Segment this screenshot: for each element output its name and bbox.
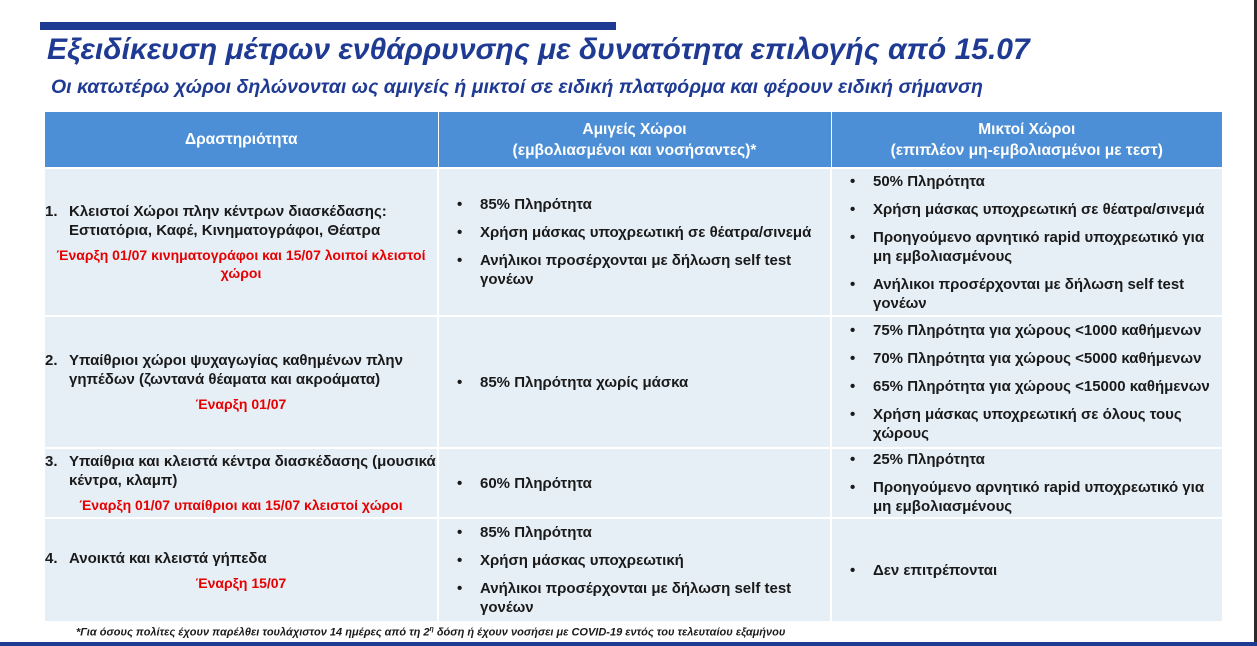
list-item: • 50% Πληρότητα bbox=[850, 172, 1216, 191]
mixed-cell bbox=[831, 168, 1222, 316]
list-item: • 60% Πληρότητα bbox=[457, 474, 824, 493]
row-number: 3. bbox=[45, 453, 58, 470]
list-item: • Χρήση μάσκας υποχρεωτική σε θέατρα/σινεμά bbox=[850, 200, 1216, 219]
pure-cell bbox=[438, 448, 831, 518]
activity-cell bbox=[45, 448, 438, 518]
mixed-cell bbox=[831, 316, 1222, 448]
table-row bbox=[45, 316, 1222, 448]
page-subtitle: Οι κατωτέρω χώροι δηλώνονται ως αμιγείς ή μικτοί σε ειδική πλατφόρμα και φέρουν ειδική σήμανση bbox=[51, 76, 983, 98]
row-number: 4. bbox=[45, 549, 58, 567]
pure-measures-list bbox=[439, 195, 830, 289]
mixed-measures-list bbox=[832, 561, 1222, 580]
row-number: 1. bbox=[45, 203, 58, 220]
list-item: • Προηγούμενο αρνητικό rapid υποχρεωτικό για μη εμβολιασμένους bbox=[850, 478, 1216, 516]
pure-cell bbox=[438, 518, 831, 621]
list-item: • 25% Πληρότητα bbox=[850, 450, 1216, 469]
list-item: • 85% Πληρότητα bbox=[457, 523, 824, 542]
list-item: • Ανήλικοι προσέρχονται με δήλωση self test γονέων bbox=[850, 275, 1216, 313]
activity-text: Ανοικτά και κλειστά γήπεδα bbox=[69, 549, 267, 567]
header-pure-spaces: Αμιγείς Χώροι (εμβολιασμένοι και νοσήσαντες)* bbox=[438, 112, 831, 168]
activity-text: Κλειστοί Χώροι πλην κέντρων διασκέδασης: Εστιατόρια, Καφέ, Κινηματογράφοι, Θέατρα bbox=[69, 203, 387, 239]
activity-text: Υπαίθριοι χώροι ψυχαγωγίας καθημένων πλην γηπέδων (ζωντανά θέαματα και ακροάματα) bbox=[69, 352, 403, 388]
row-number: 2. bbox=[45, 352, 58, 369]
footnote: *Για όσους πολίτες έχουν παρέλθει τουλάχιστον 14 ημέρες από τη $2^\eta$ δόση ή έχουν νοσήσει με COVID-19 εντός του τελευταίου εξαμήνου bbox=[76, 626, 786, 639]
start-date: Έναρξη 15/07 bbox=[195, 574, 287, 591]
mixed-cell bbox=[831, 448, 1222, 518]
page-title: Εξειδίκευση μέτρων ενθάρρυνσης με δυνατότητα επιλογής από 15.07 bbox=[47, 33, 1030, 66]
activity-cell bbox=[45, 168, 438, 316]
list-item: • Ανήλικοι προσέρχονται με δήλωση self test γονέων bbox=[457, 579, 824, 617]
list-item: • Προηγούμενο αρνητικό rapid υποχρεωτικό για μη εμβολιασμένους bbox=[850, 228, 1216, 266]
table-row bbox=[45, 518, 1222, 621]
mixed-measures-list bbox=[832, 321, 1222, 443]
table-row bbox=[45, 448, 1222, 518]
title-accent-bar bbox=[40, 22, 616, 30]
table-header-row bbox=[45, 112, 1222, 168]
pure-measures-list bbox=[439, 523, 830, 617]
list-item: • 70% Πληρότητα για χώρους <5000 καθήμενων bbox=[850, 349, 1216, 368]
pure-measures-list bbox=[439, 373, 830, 392]
activity-text: Υπαίθρια και κλειστά κέντρα διασκέδασης (μουσικά κέντρα, κλαμπ) bbox=[69, 453, 436, 489]
pure-measures-list bbox=[439, 474, 830, 493]
bottom-accent-bar bbox=[0, 642, 1257, 646]
list-item: • Χρήση μάσκας υποχρεωτική σε θέατρα/σινεμά bbox=[457, 223, 824, 242]
list-item: • 85% Πληρότητα χωρίς μάσκα bbox=[457, 373, 824, 392]
list-item: • 65% Πληρότητα για χώρους <15000 καθήμενων bbox=[850, 377, 1216, 396]
header-mixed-spaces: Μικτοί Χώροι (επιπλέον μη-εμβολιασμένοι με τεστ) bbox=[831, 112, 1222, 168]
table-row bbox=[45, 168, 1222, 316]
list-item: • Χρήση μάσκας υποχρεωτική bbox=[457, 551, 824, 570]
mixed-cell bbox=[831, 518, 1222, 621]
activity-cell bbox=[45, 316, 438, 448]
measures-table bbox=[45, 112, 1222, 621]
list-item: • Δεν επιτρέπονται bbox=[850, 561, 1216, 580]
pure-cell bbox=[438, 316, 831, 448]
start-date: Έναρξη 01/07 υπαίθριοι και 15/07 κλειστοί χώροι bbox=[79, 497, 403, 513]
header-activity: Δραστηριότητα bbox=[45, 112, 438, 168]
list-item: • Χρήση μάσκας υποχρεωτική σε όλους τους χώρους bbox=[850, 405, 1216, 443]
mixed-measures-list bbox=[832, 172, 1222, 313]
list-item: • 75% Πληρότητα για χώρους <1000 καθήμενων bbox=[850, 321, 1216, 340]
pure-cell bbox=[438, 168, 831, 316]
activity-cell bbox=[45, 518, 438, 621]
mixed-measures-list bbox=[832, 450, 1222, 516]
list-item: • Ανήλικοι προσέρχονται με δήλωση self test γονέων bbox=[457, 251, 824, 289]
list-item: • 85% Πληρότητα bbox=[457, 195, 824, 214]
start-date: Έναρξη 01/07 κινηματογράφοι και 15/07 λοιποί κλειστοί χώροι bbox=[56, 247, 426, 281]
start-date: Έναρξη 01/07 bbox=[195, 396, 287, 412]
